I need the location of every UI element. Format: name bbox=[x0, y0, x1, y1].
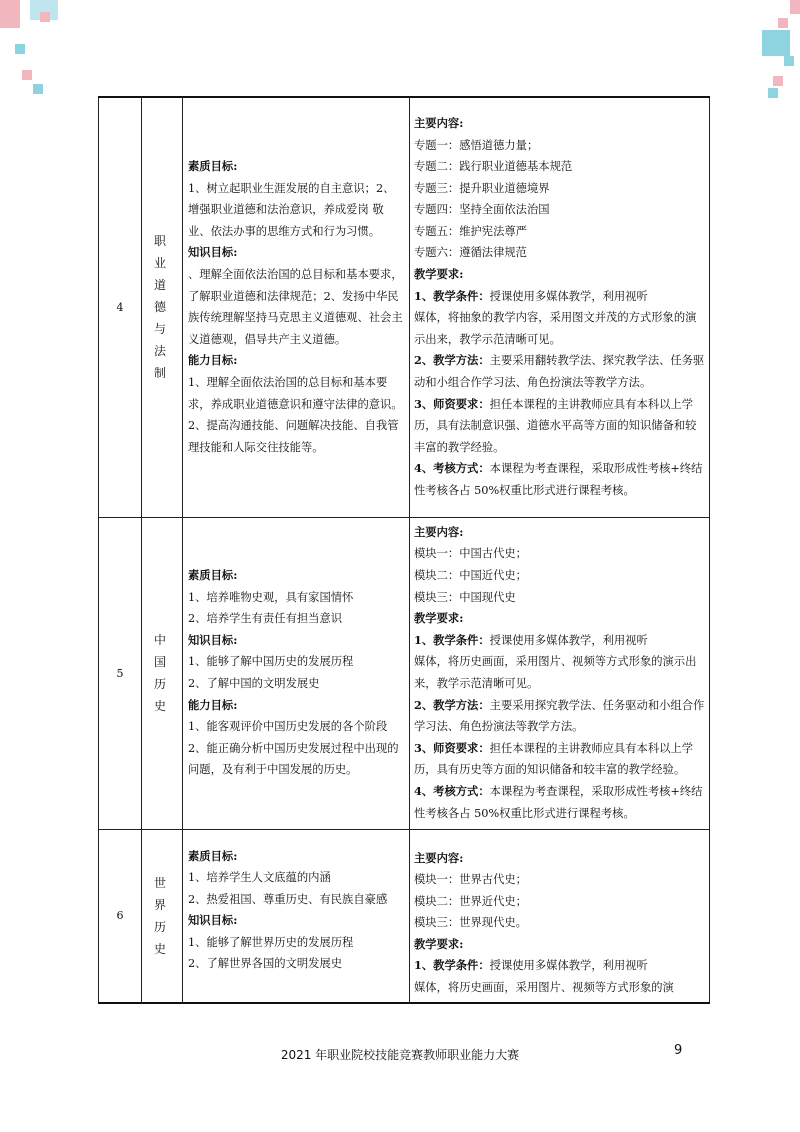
table-row bbox=[99, 97, 710, 517]
item-text: 本课程为考查课程，采取形成性考核+终结性考核各占 50%权重比形式进行课程考核。 bbox=[414, 462, 703, 497]
text-line bbox=[188, 738, 405, 781]
text-line bbox=[414, 955, 705, 977]
item-text: 专题三：提升职业道德境界 bbox=[414, 181, 550, 195]
section-heading bbox=[188, 350, 405, 372]
item-text: 1、培养学生人文底蕴的内涵 bbox=[188, 871, 331, 885]
section-heading bbox=[414, 848, 705, 870]
item-text: 担任本课程的主讲教师应具有本科以上学历，具有法制意识强、道德水平高等方面的知识储备和较丰富的教学经验。 bbox=[414, 397, 697, 454]
item-heading: 1、教学条件： bbox=[414, 288, 490, 303]
text-line bbox=[414, 394, 705, 459]
item-text: 媒体，将历史画面，采用图片、视频等方式形象的演 bbox=[414, 981, 674, 995]
item-text: 授课使用多媒体教学，利用视听 bbox=[489, 633, 648, 647]
text-line bbox=[188, 673, 405, 695]
item-text: 模块一：中国古代史； bbox=[414, 547, 527, 561]
item-text: 专题五：维护宪法尊严 bbox=[414, 224, 527, 238]
text-line bbox=[414, 135, 705, 157]
curriculum-table bbox=[98, 96, 710, 1004]
section-heading bbox=[414, 608, 705, 630]
course-requirements bbox=[410, 829, 710, 1003]
item-text: 2、了解中国的文明发展史 bbox=[188, 677, 320, 690]
item-text: 能力目标: bbox=[188, 697, 238, 712]
item-text: 专题一：感悟道德力量； bbox=[414, 138, 539, 152]
text-line bbox=[188, 608, 405, 630]
footer-title: 2021 年职业院校技能竞赛教师职业能力大赛 bbox=[280, 1048, 520, 1062]
item-text: 专题四：坚持全面依法治国 bbox=[414, 203, 550, 217]
item-text: 2、能正确分析中国历史发展过程中出现的问题，及有利于中国发展的历史。 bbox=[188, 741, 399, 777]
row-number: 6 bbox=[99, 829, 142, 1003]
item-heading: 3、师资要求： bbox=[414, 396, 490, 411]
text-line bbox=[188, 932, 405, 954]
item-text: 素质目标: bbox=[188, 568, 238, 583]
text-line bbox=[188, 889, 405, 911]
item-heading: 2、教学方法： bbox=[414, 697, 490, 712]
item-text: 能力目标: bbox=[188, 353, 238, 368]
item-text: 1、培养唯物史观，具有家国情怀 bbox=[188, 590, 354, 604]
text-line bbox=[188, 953, 405, 975]
section-heading bbox=[414, 264, 705, 286]
item-text: 2、热爱祖国、尊重历史、有民族自豪感 bbox=[188, 892, 388, 906]
text-line bbox=[414, 651, 705, 694]
course-requirements bbox=[410, 97, 710, 517]
section-heading bbox=[188, 156, 405, 178]
section-heading bbox=[188, 242, 405, 264]
item-text: 媒体，将历史画面，采用图片、视频等方式形象的演示出来，教学示范清晰可见。 bbox=[414, 655, 697, 690]
item-heading: 3、师资要求： bbox=[414, 740, 490, 755]
item-text: 模块三：世界现代史。 bbox=[414, 916, 527, 930]
course-goals bbox=[183, 829, 410, 1003]
item-text: 主要内容: bbox=[414, 850, 464, 865]
item-heading: 2、教学方法： bbox=[414, 353, 490, 368]
item-text: 1、能够了解中国历史的发展历程 bbox=[188, 655, 354, 669]
section-heading bbox=[414, 522, 705, 544]
text-line bbox=[414, 199, 705, 221]
item-text: 1、能够了解世界历史的发展历程 bbox=[188, 935, 354, 949]
table-row bbox=[99, 829, 710, 1003]
text-line bbox=[414, 350, 705, 393]
text-line bbox=[414, 286, 705, 308]
section-heading bbox=[414, 113, 705, 135]
item-text: 担任本课程的主讲教师应具有本科以上学历，具有历史等方面的知识储备和较丰富的教学经验。 bbox=[414, 741, 694, 777]
item-text: 模块三：中国现代史 bbox=[414, 590, 516, 604]
text-line bbox=[188, 178, 405, 243]
text-line bbox=[414, 891, 705, 913]
item-text: 主要采用探究教学法、任务驱动和小组合作学习法、角色扮演法等教学方法。 bbox=[414, 698, 705, 734]
item-text: 教学要求: bbox=[414, 611, 464, 626]
item-heading: 1、教学条件： bbox=[414, 958, 490, 973]
page-number: 9 bbox=[674, 1043, 683, 1058]
section-heading bbox=[188, 695, 405, 717]
text-line bbox=[414, 156, 705, 178]
row-number: 5 bbox=[99, 517, 142, 829]
text-line bbox=[188, 372, 405, 415]
course-goals bbox=[183, 97, 410, 517]
item-text: 模块二：世界近代史； bbox=[414, 894, 527, 908]
course-name: 世界历史 bbox=[142, 829, 183, 1003]
item-text: 1、理解全面依法治国的总目标和基本要求，养成职业道德意识和遵守法律的意识。 bbox=[188, 376, 403, 411]
item-heading: 4、考核方式： bbox=[414, 783, 490, 798]
item-text: 2、了解世界各国的文明发展史 bbox=[188, 957, 343, 971]
text-line bbox=[414, 869, 705, 891]
section-heading bbox=[188, 630, 405, 652]
item-text: 教学要求: bbox=[414, 936, 464, 951]
item-text: 素质目标: bbox=[188, 848, 238, 863]
item-text: 媒体，将抽象的教学内容，采用图文并茂的方式形象的演示出来，教学示范清晰可见。 bbox=[414, 311, 697, 346]
item-text: 素质目标: bbox=[188, 159, 238, 174]
section-heading bbox=[188, 846, 405, 868]
text-line bbox=[414, 912, 705, 934]
text-line bbox=[188, 651, 405, 673]
text-line bbox=[414, 977, 705, 999]
text-line bbox=[188, 587, 405, 609]
item-text: 模块一：世界古代史； bbox=[414, 873, 527, 887]
section-heading bbox=[188, 565, 405, 587]
item-text: 主要采用翻转教学法、探究教学法、任务驱动和小组合作学习法、角色扮演法等教学方法。 bbox=[414, 354, 705, 390]
section-heading bbox=[414, 934, 705, 956]
item-text: 授课使用多媒体教学，利用视听 bbox=[489, 289, 648, 303]
text-line bbox=[414, 458, 705, 501]
item-text: 教学要求: bbox=[414, 267, 464, 282]
text-line bbox=[414, 178, 705, 200]
text-line bbox=[188, 716, 405, 738]
item-text: 知识目标: bbox=[188, 245, 238, 260]
item-text: 专题二：践行职业道德基本规范 bbox=[414, 160, 573, 174]
text-line bbox=[414, 781, 705, 824]
item-text: 知识目标: bbox=[188, 632, 238, 647]
text-line bbox=[414, 242, 705, 264]
table-row bbox=[99, 517, 710, 829]
text-line bbox=[414, 565, 705, 587]
text-line bbox=[188, 867, 405, 889]
item-text: 2、培养学生有责任有担当意识 bbox=[188, 612, 343, 626]
item-text: 知识目标: bbox=[188, 913, 238, 928]
item-text: 2、提高沟通技能、问题解决技能、自我管理技能和人际交往技能等。 bbox=[188, 419, 399, 454]
text-line bbox=[414, 587, 705, 609]
course-goals bbox=[183, 517, 410, 829]
item-heading: 4、考核方式： bbox=[414, 461, 490, 476]
text-line bbox=[414, 221, 705, 243]
text-line bbox=[188, 415, 405, 458]
item-heading: 1、教学条件： bbox=[414, 632, 490, 647]
item-text: 本课程为考查课程，采取形成性考核+终结性考核各占 50%权重比形式进行课程考核。 bbox=[414, 784, 703, 820]
row-number: 4 bbox=[99, 97, 142, 517]
item-text: 、理解全面依法治国的总目标和基本要求，了解职业道德和法律规范；2、发扬中华民族传统理解坚持马克思主义道德观、社会主义道德观，倡导共产主义道德。 bbox=[188, 268, 403, 346]
course-name: 中国历史 bbox=[142, 517, 183, 829]
item-text: 专题六：遵循法律规范 bbox=[414, 246, 527, 260]
item-text: 授课使用多媒体教学，利用视听 bbox=[489, 959, 648, 973]
text-line bbox=[414, 543, 705, 565]
text-line bbox=[414, 307, 705, 350]
course-name: 职业道德与法制 bbox=[142, 97, 183, 517]
item-text: 主要内容: bbox=[414, 115, 464, 130]
text-line bbox=[414, 630, 705, 652]
item-text: 1、能客观评价中国历史发展的各个阶段 bbox=[188, 720, 388, 734]
text-line bbox=[414, 695, 705, 738]
course-requirements bbox=[410, 517, 710, 829]
item-text: 1、树立起职业生涯发展的自主意识；2、增强职业道德和法治意识，养成爱岗 敬业、依法办事的思维方式和行为习惯。 bbox=[188, 181, 395, 238]
item-text: 主要内容: bbox=[414, 524, 464, 539]
section-heading bbox=[188, 910, 405, 932]
text-line bbox=[188, 264, 405, 350]
item-text: 模块二：中国近代史； bbox=[414, 569, 527, 583]
text-line bbox=[414, 738, 705, 781]
